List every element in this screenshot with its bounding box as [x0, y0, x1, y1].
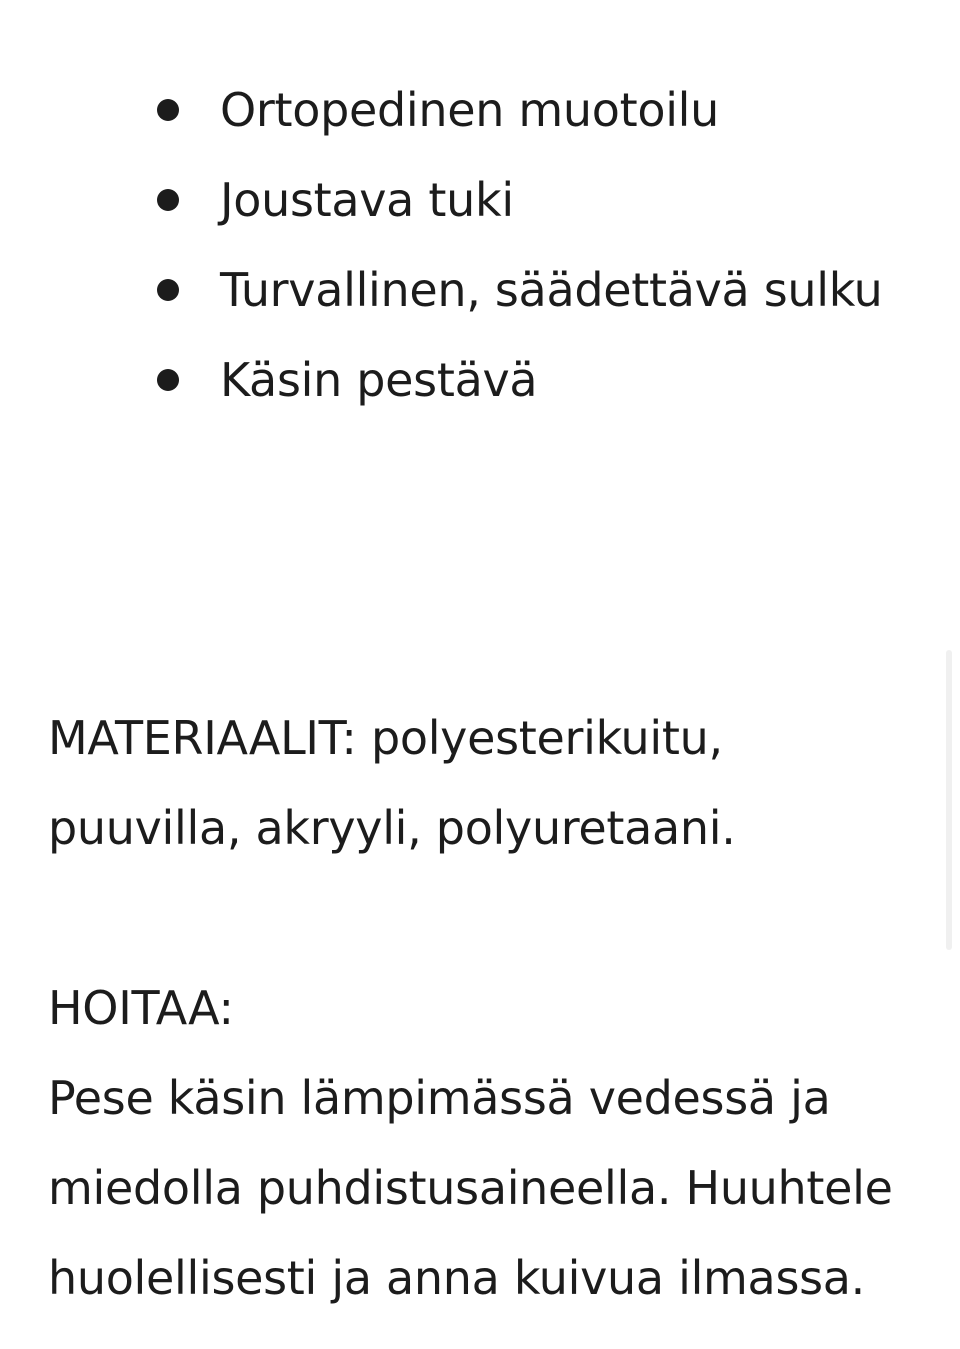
- materials-text: MATERIAALIT: polyesterikuitu, puuvilla, akryyli, polyuretaani.: [48, 711, 736, 855]
- list-item: [0, 65, 940, 155]
- bullet-icon: [157, 189, 179, 211]
- bullet-icon: [157, 99, 179, 121]
- scrollbar[interactable]: [946, 650, 952, 950]
- list-item: [0, 245, 940, 335]
- feature-label: Ortopedinen muotoilu: [220, 83, 720, 137]
- feature-label: Joustava tuki: [220, 173, 514, 227]
- bullet-icon: [157, 279, 179, 301]
- list-item: [0, 155, 940, 245]
- care-instructions: Pese käsin lämpimässä vedessä ja miedolla puhdistusaineella. Huuhtele huolellisesti ja anna kuivua ilmassa.: [48, 1071, 893, 1305]
- feature-label: Turvallinen, säädettävä sulku: [220, 263, 883, 317]
- bullet-icon: [157, 369, 179, 391]
- list-item: [0, 335, 940, 425]
- feature-list: [0, 65, 940, 425]
- feature-label: Käsin pestävä: [220, 353, 538, 407]
- care-heading: HOITAA:: [48, 981, 234, 1035]
